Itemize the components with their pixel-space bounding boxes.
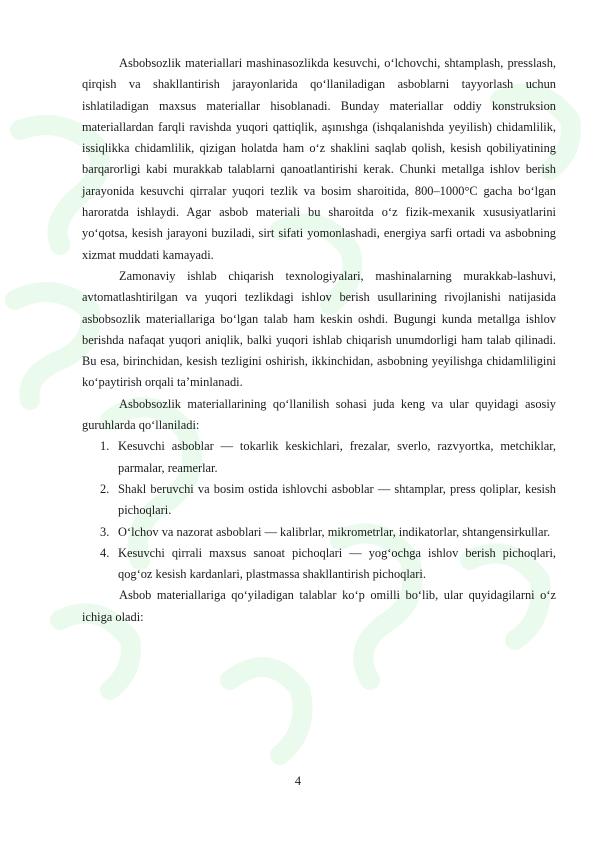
list-item-number: 2. [100,481,110,496]
list-item-text: Shakl beruvchi va bosim ostida ishlovchi asboblar — shtamplar, press qoliplar, kesish pichoqlari. [118,481,556,518]
list-item [82,543,556,586]
list-item [82,479,556,522]
list-item-number: 3. [100,524,110,539]
paragraph-application-groups: Asbobsozlik materiallarining qo‘llanilish sohasi juda keng va ular quyidagi asosiy guruhlarda qo‘llaniladi: [82,396,556,433]
paragraph-intro: Asbobsozlik materiallari mashinasozlikda kesuvchi, o‘lchovchi, shtamplash, presslash, qirqish va shakllantirish jarayonlarida qo‘llaniladigan asboblarni tayyorlash uchun ishlatiladigan maxsus materiallar hisoblanadi. Bunday materiallar oddiy konstruksion materiallardan farqli ravishda yuqori qattiqlik, aşınıshga (ishqalanishda yeyilish) chidamlilik, issiqlikka chidamlilik, qizigan holatda ham o‘z shaklini saqlab qolish, kesish qobiliyatining barqarorligi kabi murakkab talablarni qanoatlantirishi kerak. Chunki metallga ishlov berish jarayonida kesuvchi qirralar yuqori tezlik va bosim sharoitida, 800–1000°C gacha bo‘lgan haroratda ishlaydi. Agar asbob materiali bu sharoitda o‘z fizik-mexanik xususiyatlarini yo‘qotsa, kesish jarayoni buziladi, sirt sifati yomonlashadi, energiya sarfi ortadi va asbobning xizmat muddati kamayadi. [82,56,556,262]
page-number: 4 [294,774,302,788]
list-item-text: O‘lchov va nazorat asboblari — kalibrlar, mikrometrlar, indikatorlar, shtangensirkullar. [118,524,551,539]
paragraph-closing: Asbob materiallariga qo‘yiladigan talablar ko‘p omilli bo‘lib, ular quyidagilarni o‘z ichiga oladi: [82,588,556,624]
list-item-number: 4. [100,545,110,560]
list-item-text: Kesuvchi asboblar — tokarlik keskichlari, frezalar, sverlo, razvyortka, metchiklar, parmalar, reamerlar. [118,439,556,475]
list-item-text: Kesuvchi qirrali maxsus sanoat pichoqlari — yog‘ochga ishlov berish pichoqlari, qog‘oz kesish kardanlari, plastmassa shakllantirish pichoqlari. [118,545,556,582]
paragraph-modern-technology: Zamonaviy ishlab chiqarish texnologiyalari, mashinalarning murakkab-lashuvi, avtomatlashtirilgan va yuqori tezlikdagi ishlov berish usullarining rivojlanishi natijasida asbobsozlik materiallariga bo‘lgan talab ham keskin oshdi. Bugungi kunda metallga ishlov berishda nafaqat yuqori aniqlik, balki yuqori ishlab chiqarish unumdorligi ham talab qilinadi. Bu esa, birinchidan, kesish tezligini oshirish, ikkinchidan, asbobning yeyilishga chidamliligini ko‘paytirish orqali ta’minlanadi. [82,268,556,390]
list-item [82,436,556,479]
list-item [82,522,556,543]
page-content [82,53,556,628]
application-groups-list [82,436,556,585]
list-item-number: 1. [100,439,110,454]
